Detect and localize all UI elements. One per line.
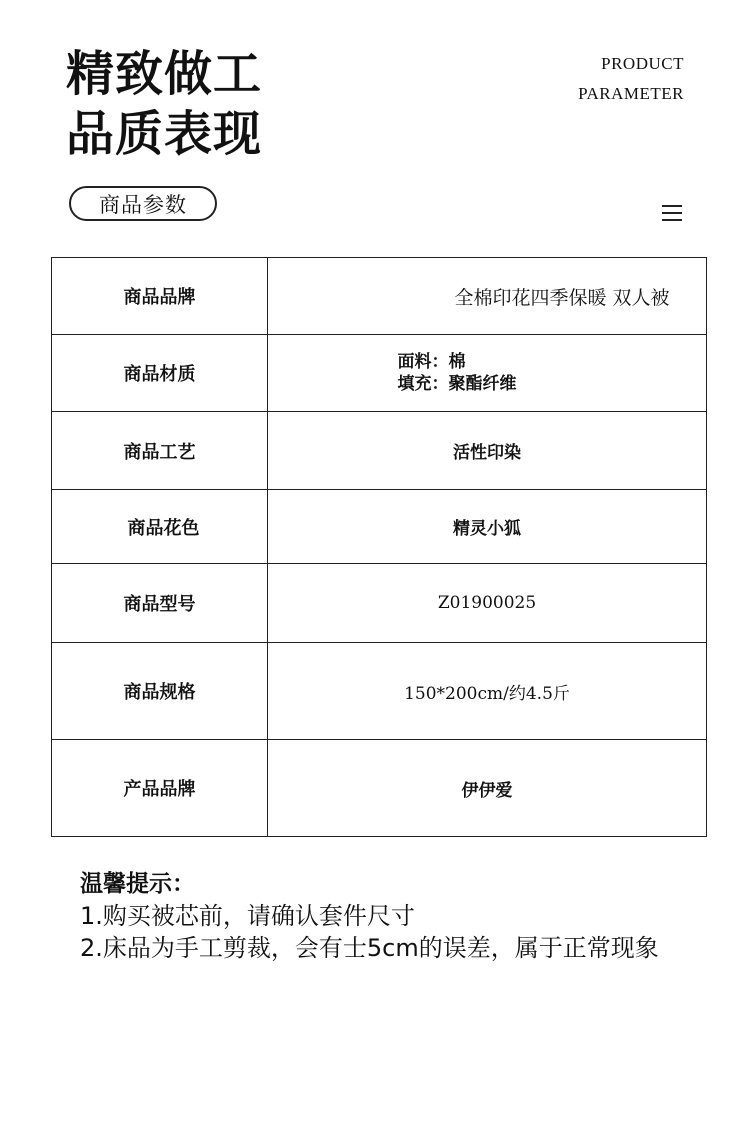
tips-line-1: 1.购买被芯前，请确认套件尺寸 xyxy=(80,902,415,930)
page-title-line-2: 品质表现 xyxy=(66,106,263,162)
product-parameter-table xyxy=(51,257,707,837)
param-label-spec: 商品规格 xyxy=(52,643,268,740)
param-value-fabric: 面料：棉 xyxy=(397,352,466,372)
section-pill-label: 商品参数 xyxy=(69,186,217,221)
table-row xyxy=(52,335,707,412)
param-label-pattern xyxy=(52,490,268,564)
param-label-brand: 商品品牌 xyxy=(52,258,268,335)
param-value-craft: 活性印染 xyxy=(268,412,707,490)
tips-line-2: 2.床品为手工剪裁，会有士5cm的误差，属于正常现象 xyxy=(80,934,659,962)
param-value-pattern: 精灵小狐 xyxy=(268,490,707,564)
page-title-line-1: 精致做工 xyxy=(66,46,263,102)
param-value-spec: 150*200cm/约4.5斤 xyxy=(268,643,707,740)
table-row xyxy=(52,412,707,490)
param-value-product-brand: 伊伊爱 xyxy=(268,740,707,837)
hamburger-menu-icon[interactable] xyxy=(662,205,682,223)
param-label-product-brand: 产品品牌 xyxy=(52,740,268,837)
param-label-pattern-text: 商品花色 xyxy=(127,517,200,539)
table-row xyxy=(52,490,707,564)
table-row xyxy=(52,258,707,335)
table-row xyxy=(52,564,707,643)
param-label-craft: 商品工艺 xyxy=(52,412,268,490)
english-heading-line-2: PARAMETER xyxy=(578,84,684,103)
english-heading-line-1: PRODUCT xyxy=(601,54,684,73)
tips-heading: 温馨提示： xyxy=(80,871,195,897)
param-label-model: 商品型号 xyxy=(52,564,268,643)
param-value-material xyxy=(268,335,707,412)
tips-section xyxy=(80,868,659,964)
param-value-filling: 填充：聚酯纤维 xyxy=(397,374,517,394)
param-value-brand xyxy=(268,258,707,335)
param-value-model: Z01900025 xyxy=(268,564,707,643)
table-row xyxy=(52,740,707,837)
table-row xyxy=(52,643,707,740)
param-label-material: 商品材质 xyxy=(52,335,268,412)
param-value-brand-text: 全棉印花四季保暖 双人被 xyxy=(454,286,670,309)
